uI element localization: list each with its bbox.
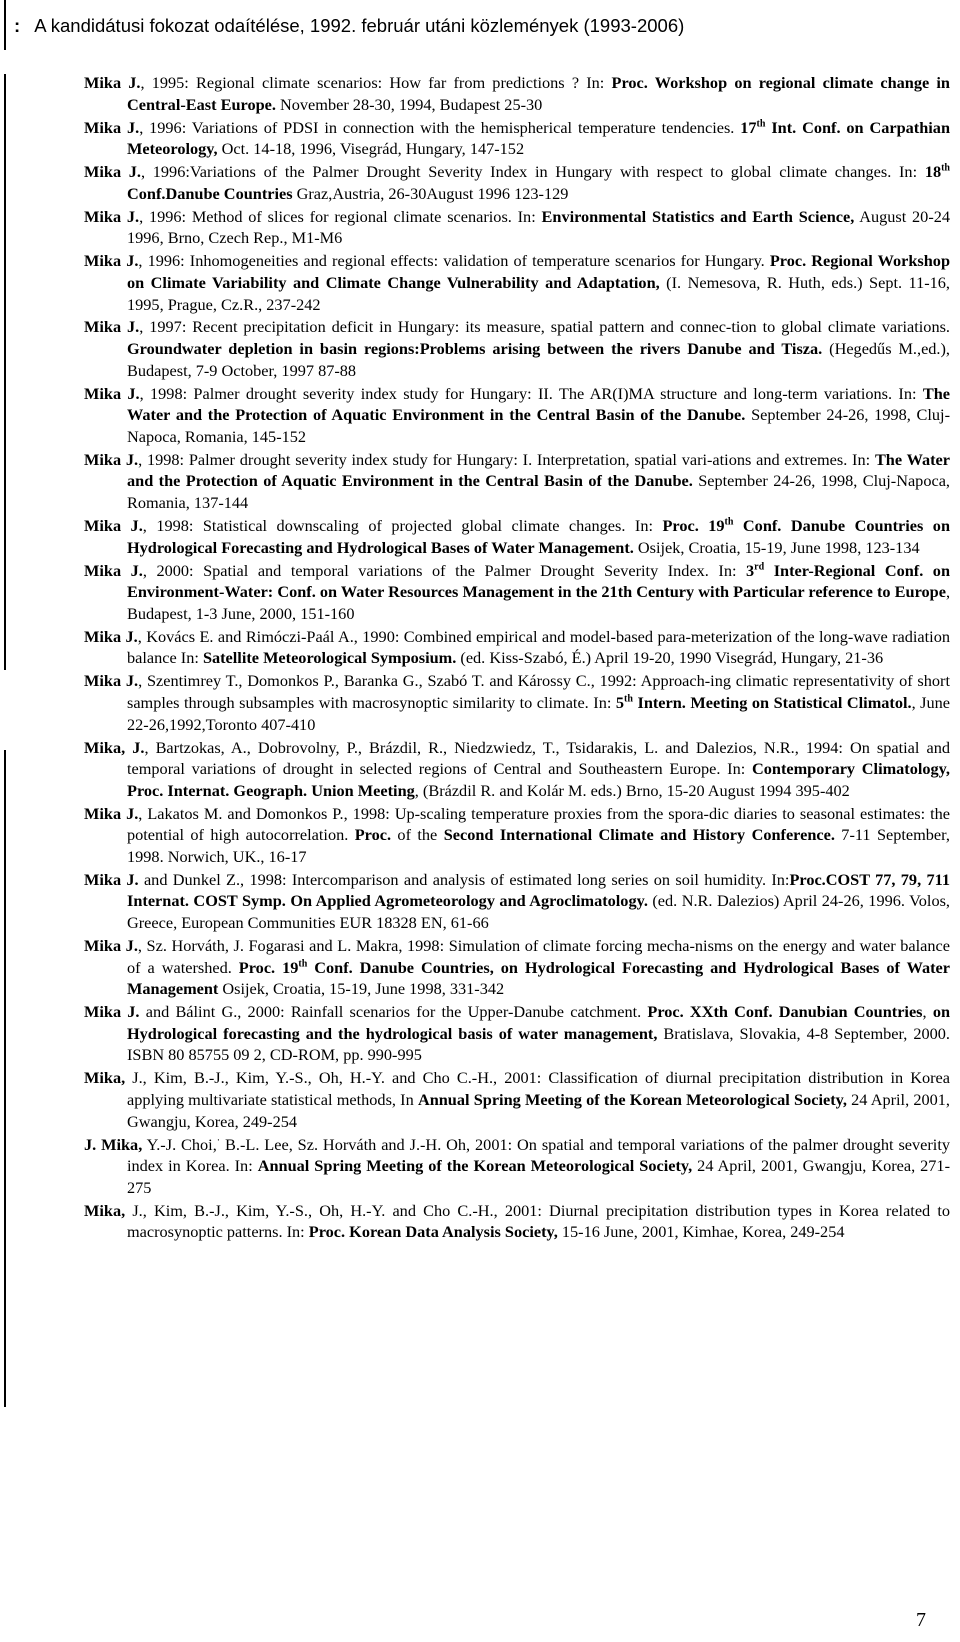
reference-text: Proc. Workshop on regional climate change in Central-East Europe.: [127, 73, 950, 114]
reference-text: , June 22-26,1992,Toronto 407-410: [127, 692, 951, 734]
reference-entry: [84, 1134, 950, 1199]
reference-text: Satellite Meteorological Symposium.: [202, 648, 457, 668]
reference-text: , Szentimrey T., Domonkos P., Baranka G., Szabó T. and Károssy C., 1992: Approach-ing climatic representativity of short samples through subsamples with macrosynoptic similarity to climate. In:: [127, 671, 950, 712]
page-number: 7: [916, 1609, 926, 1631]
reference-text: Proc. 19: [238, 957, 299, 977]
reference-text: Mika, J.: [84, 737, 145, 757]
reference-text: Mika J.: [84, 803, 139, 823]
reference-text: 3: [746, 560, 755, 580]
reference-text: Y.-J. Choi,: [142, 1134, 217, 1154]
reference-text: and Bálint G., 2000: Rainfall scenarios for the Upper-Danube catchment.: [139, 1002, 648, 1022]
reference-text: J., Kim, B.-J., Kim, Y.-S., Oh, H.-Y. and Cho C.-H., 2001: Classification of diurnal precipitation distribution in Korea applying multivariate statistical methods, In: [127, 1068, 950, 1109]
reference-text: Proc. XXth Conf. Danubian Countries: [647, 1002, 923, 1022]
reference-text: , 1996:Variations of the Palmer Drought Severity Index in Hungary with respect to global climate changes. In:: [141, 162, 925, 182]
reference-entry: [84, 737, 950, 802]
reference-text: Environmental Statistics and Earth Science,: [541, 206, 855, 226]
superscript: th: [756, 118, 766, 130]
reference-text: The Water and the Protection of Aquatic Environment in the Central Basin of the Danube.: [127, 383, 950, 425]
reference-text: , 1998: Palmer drought severity index study for Hungary: I. Interpretation, spatial vari-ations and extremes. In:: [138, 449, 875, 469]
reference-text: Proc. Regional Workshop on Climate Variability and Climate Change Vulnerability and Adaptation,: [127, 251, 951, 292]
reference-text: Second International Climate and History Conference.: [443, 825, 835, 845]
reference-text: Oct. 14-18, 1996, Visegrád, Hungary, 147-152: [217, 139, 525, 159]
reference-text: on Hydrological forecasting and the hydrological basis of water management,: [127, 1002, 951, 1043]
reference-text: , 1997: Recent precipitation deficit in Hungary: its measure, spatial pattern and connec-tion to global climate variations.: [139, 317, 950, 337]
reference-entry: [84, 383, 950, 448]
reference-text: Mika,: [84, 1200, 133, 1220]
reference-text: J., Kim, B.-J., Kim, Y.-S., Oh, H.-Y. and Cho C.-H., 2001: Diurnal precipitation distribution types in Korea related to macrosynoptic patterns. In:: [127, 1200, 951, 1242]
reference-entry: [84, 626, 950, 669]
reference-text: ·: [216, 1135, 221, 1147]
reference-text: Mika,: [84, 1068, 133, 1088]
reference-entry: [84, 449, 950, 514]
reference-text: , Bartzokas, A., Dobrovolny, P., Brázdil, R., Niedzwiedz, T., Tsidarakis, L. and Dalezios, N.R., 1994: On spatial and temporal variations of drought in selected regions of Central and Southeastern Europe. In:: [127, 737, 950, 779]
reference-text: 7-11 September, 1998. Norwich, UK., 16-17: [127, 825, 950, 866]
reference-text: August 20-24 1996, Brno, Czech Rep., M1-M6: [127, 206, 951, 248]
reference-text: Contemporary Climatology, Proc. Internat. Geograph. Union Meeting: [127, 759, 950, 800]
reference-text: Mika J.: [84, 117, 140, 137]
reference-text: , 1998: Statistical downscaling of projected global climate changes. In:: [142, 516, 663, 535]
reference-text: , Sz. Horváth, J. Fogarasi and L. Makra, 1998: Simulation of climate forcing mecha-nisms on the energy and water balance of a watershed.: [127, 936, 950, 977]
reference-text: The Water and the Protection of Aquatic Environment in the Central Basin of the Danube.: [127, 449, 950, 491]
header-colon: :: [14, 15, 21, 36]
reference-text: Mika J.: [84, 936, 138, 956]
reference-text: Annual Spring Meeting of the Korean Meteorological Society,: [417, 1089, 847, 1109]
reference-text: Int. Conf. on Carpathian Meteorology,: [127, 117, 950, 159]
reference-text: of the: [391, 825, 444, 845]
reference-text: Bratislava, Slovakia, 4-8 September, 2000. ISBN 80 85755 09 2, CD-ROM, pp. 990-995: [127, 1023, 951, 1065]
reference-text: Conf. Danube Countries, on Hydrological Forecasting and Hydrological Bases of Water Management: [127, 957, 950, 999]
reference-text: Osijek, Croatia, 15-19, June 1998, 331-342: [218, 979, 505, 999]
reference-text: Mika J.: [84, 671, 139, 691]
reference-list: [84, 72, 950, 1244]
margin-change-bar: [4, 74, 6, 670]
reference-text: Mika J.: [84, 73, 141, 92]
reference-text: , Budapest, 1-3 June, 2000, 151-160: [127, 582, 951, 623]
superscript: th: [298, 958, 308, 970]
reference-text: Proc.COST 77, 79, 711 Internat. COST Symp. On Applied Agrometeorology and Agroclimatology.: [127, 869, 950, 911]
reference-text: , (Brázdil R. and Kolár M. eds.) Brno, 15-20 August 1994 395-402: [414, 780, 850, 800]
reference-text: Mika J.: [84, 317, 140, 337]
reference-text: Mika J.: [84, 251, 139, 271]
superscript: th: [624, 693, 633, 705]
reference-text: (Hegedűs M.,ed.), Budapest, 7-9 October, 1997 87-88: [127, 339, 950, 380]
reference-text: (ed. Kiss-Szabó, É.) April 19-20, 1990 Visegrád, Hungary, 21-36: [456, 648, 884, 668]
reference-text: Conf.Danube Countries: [127, 183, 293, 203]
reference-entry: [84, 117, 950, 160]
reference-text: , 1995: Regional climate scenarios: How far from predictions ? In:: [140, 73, 612, 92]
margin-change-bar: [4, 750, 6, 1407]
reference-text: Conf. Danube Countries on Hydrological Forecasting and Hydrological Bases of Water Management.: [127, 516, 951, 557]
reference-text: Mika J.: [84, 383, 140, 403]
reference-text: (ed. N.R. Dalezios) April 24-26, 1996. Volos, Greece, European Communities EUR 18328 EN, 61-66: [127, 891, 950, 933]
reference-text: 24 April, 2001, Gwangju, Korea, 249-254: [127, 1089, 950, 1131]
reference-entry: [84, 803, 950, 868]
reference-text: Groundwater depletion in basin regions:Problems arising between the rivers Danube and Tisza.: [127, 339, 823, 359]
reference-text: J. Mika,: [84, 1134, 143, 1154]
reference-text: Proc. 19: [662, 516, 725, 535]
reference-text: 5: [615, 692, 625, 712]
reference-entry: [84, 250, 950, 315]
page-header: [14, 14, 940, 38]
reference-text: Proc.: [354, 825, 392, 845]
reference-text: , 2000: Spatial and temporal variations of the Palmer Drought Severity Index. In:: [142, 560, 747, 580]
reference-entry: [84, 1001, 950, 1066]
reference-text: (I. Nemesova, R. Huth, eds.) Sept. 11-16, 1995, Prague, Cz.R., 237-242: [127, 272, 951, 314]
reference-text: Mika J.: [84, 626, 138, 646]
reference-entry: [84, 670, 950, 735]
superscript: th: [941, 162, 950, 174]
reference-entry: [84, 72, 950, 115]
reference-entry: [84, 316, 950, 381]
reference-entry: [84, 206, 950, 249]
reference-text: November 28-30, 1994, Budapest 25-30: [275, 94, 543, 114]
reference-text: Proc. Korean Data Analysis Society,: [308, 1222, 558, 1242]
reference-text: Mika J.: [84, 1002, 140, 1022]
reference-text: and Dunkel Z., 1998: Intercomparison and analysis of estimated long series on soil humidity. In:: [138, 869, 790, 889]
reference-text: September 24-26, 1998, Cluj-Napoca, Romania, 137-144: [127, 471, 950, 513]
page-title: A kandidátusi fokozat odaítélése, 1992. február utáni közlemények (1993-2006): [34, 15, 685, 36]
reference-text: Mika J.: [84, 206, 140, 226]
reference-text: , Lakatos M. and Domonkos P., 1998: Up-scaling temperature proxies from the spora-dic diaries to seasonal estimates: the potential of high autocorrelation.: [127, 803, 950, 845]
reference-text: September 24-26, 1998, Cluj-Napoca, Romania, 145-152: [127, 405, 950, 446]
reference-entry: [84, 1067, 950, 1132]
reference-entry: [84, 560, 950, 625]
reference-text: 15-16 June, 2001, Kimhae, Korea, 249-254: [557, 1222, 845, 1242]
reference-entry: [84, 869, 950, 934]
reference-text: Mika J.: [84, 516, 143, 535]
reference-text: , 1996: Method of slices for regional climate scenarios. In:: [139, 206, 542, 226]
reference-text: Inter-Regional Conf. on Environment-Water: Conf.: [127, 560, 950, 602]
reference-text: Mika J.: [84, 869, 139, 889]
header-margin-rule: [4, 0, 6, 50]
reference-entry: [84, 1200, 950, 1243]
reference-text: Mika J.: [84, 449, 139, 469]
reference-entry: [84, 935, 950, 1000]
reference-text: 24 April, 2001, Gwangju, Korea, 271-275: [127, 1156, 950, 1197]
superscript: rd: [754, 561, 765, 573]
reference-text: ,: [922, 1002, 933, 1022]
reference-text: Mika J.: [84, 162, 141, 182]
reference-entry: [84, 161, 950, 204]
reference-text: B.-L. Lee, Sz. Horváth and J.-H. Oh, 2001: On spatial and temporal variations of the palmer drought severity index in Korea. In:: [127, 1134, 950, 1176]
reference-text: Intern. Meeting on Statistical Climatol.: [632, 692, 912, 712]
reference-text: 17: [740, 117, 757, 137]
reference-text: Graz,Austria, 26-30August 1996 123-129: [292, 183, 569, 203]
reference-text: 18: [924, 162, 942, 182]
superscript: th: [724, 516, 734, 528]
reference-text: , 1998: Palmer drought severity index study for Hungary: II. The AR(I)MA structure and long-term variations. In:: [139, 383, 923, 403]
reference-text: , 1996: Inhomogeneities and regional effects: validation of temperature scenarios for Hungary.: [138, 251, 770, 271]
reference-text: Osijek, Croatia, 15-19, June 1998, 123-134: [633, 537, 920, 557]
reference-text: on Water Resources Management in the 21th Century with Particular reference to Europe: [315, 582, 946, 602]
reference-entry: [84, 515, 950, 558]
reference-text: , Kovács E. and Rimóczi-Paál A., 1990: Combined empirical and model-based para-meterization of the long-wave radiation balance In:: [127, 626, 950, 668]
reference-text: Mika J.: [84, 560, 143, 580]
reference-text: Annual Spring Meeting of the Korean Meteorological Society,: [257, 1156, 693, 1176]
reference-text: , 1996: Variations of PDSI in connection with the hemispherical temperature tendencies.: [139, 117, 741, 137]
